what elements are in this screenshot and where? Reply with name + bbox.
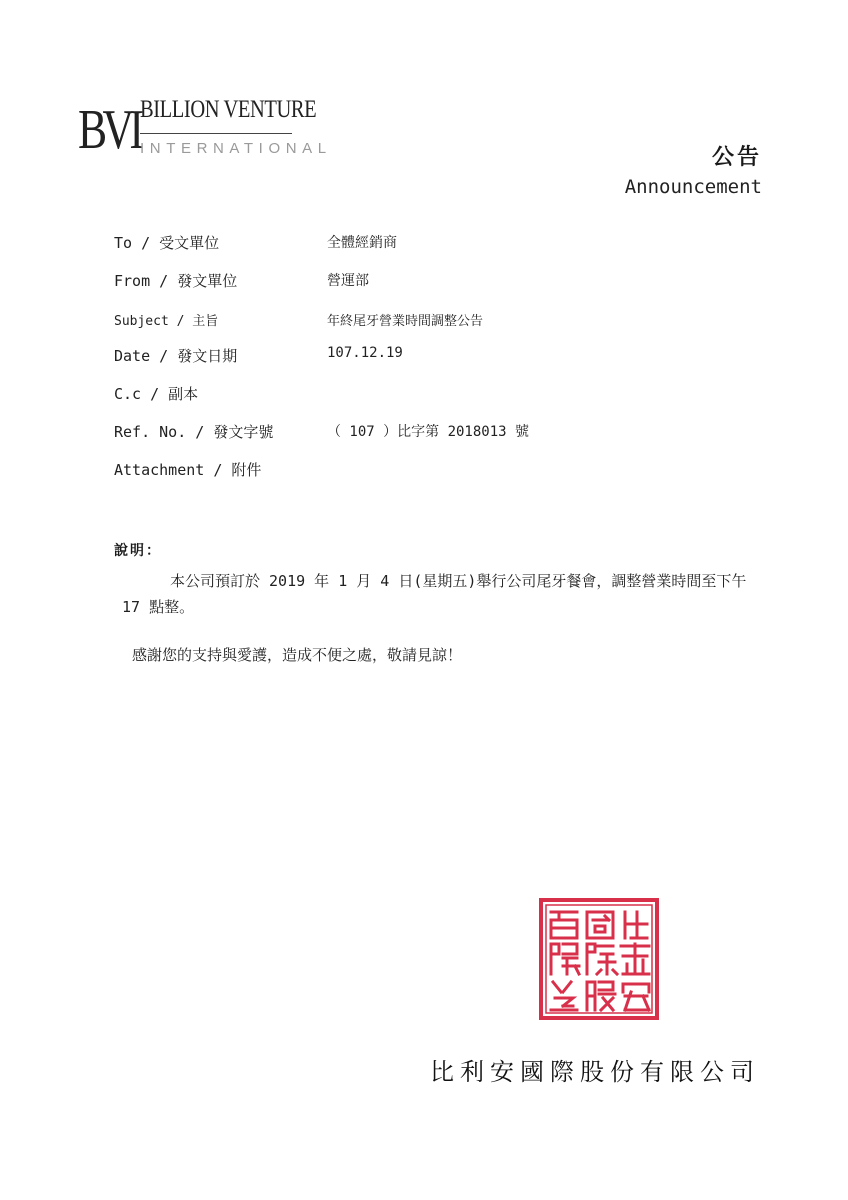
document-title-english: Announcement	[624, 176, 762, 198]
body-paragraph: 本公司預訂於 2019 年 1 月 4 日(星期五)舉行公司尾牙餐會，調整營業時間至下午 17 點整。	[122, 572, 747, 616]
meta-value: （ 107 ）比字第 2018013 號	[327, 423, 530, 440]
logo-mark: BVI	[78, 99, 140, 161]
meta-label: Date / 發文日期	[114, 347, 238, 366]
meta-label: Attachment / 附件	[114, 460, 262, 479]
company-name: 比利安國際股份有限公司	[430, 1058, 760, 1086]
meta-label: From / 發文單位	[114, 271, 238, 290]
document-metadata	[114, 232, 754, 497]
meta-row-date	[114, 345, 754, 383]
meta-value: 全體經銷商	[327, 235, 397, 251]
document-title-chinese: 公告	[711, 145, 762, 170]
meta-label: C.c / 副本	[114, 385, 199, 404]
meta-value: 107.12.19	[327, 345, 403, 362]
logo-name: BILLION VENTURE	[140, 96, 317, 123]
meta-row-attachment	[114, 459, 754, 497]
meta-row-subject	[114, 308, 754, 346]
meta-value: 年終尾牙營業時間調整公告	[327, 313, 484, 329]
body-paragraph: 感謝您的支持與愛護，造成不便之處，敬請見諒！	[132, 646, 463, 664]
meta-label: Subject / 主旨	[114, 313, 219, 329]
seal-text	[539, 898, 659, 1020]
logo-subtitle: INTERNATIONAL	[140, 140, 332, 157]
company-logo	[78, 92, 332, 168]
meta-row-from	[114, 270, 754, 308]
meta-label: To / 受文單位	[114, 234, 220, 252]
meta-row-cc	[114, 383, 754, 421]
section-label: 說明：	[114, 543, 162, 559]
logo-divider	[140, 133, 292, 134]
meta-row-to	[114, 232, 754, 270]
meta-label: Ref. No. / 發文字號	[114, 422, 274, 441]
meta-row-ref-no	[114, 421, 754, 459]
meta-value: 營運部	[327, 272, 369, 289]
company-seal	[539, 898, 659, 1020]
